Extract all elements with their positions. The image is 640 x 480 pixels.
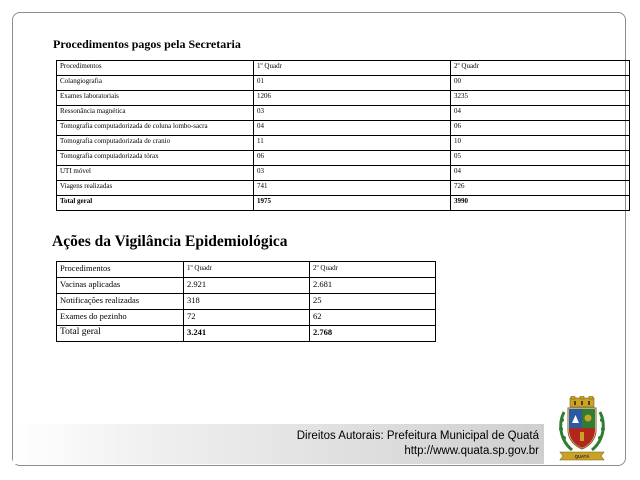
table-total-row (57, 326, 436, 342)
table-header-row (57, 61, 630, 76)
table-cell: Exames do pezinho (57, 310, 184, 326)
table-cell: 01 (254, 76, 451, 91)
table-row (57, 106, 630, 121)
table-cell: 05 (451, 151, 630, 166)
total-label: Total geral (57, 196, 254, 211)
table-cell: 04 (451, 166, 630, 181)
section-title-procedimentos: Procedimentos pagos pela Secretaria (53, 37, 241, 51)
table-cell: 11 (254, 136, 451, 151)
table-cell: 2.681 (310, 278, 436, 294)
table-cell: Exames laboratoriais (57, 91, 254, 106)
table-row (57, 76, 630, 91)
table-cell: 06 (254, 151, 451, 166)
crest-banner-text: QUATÁ (574, 454, 590, 460)
table-row (57, 181, 630, 196)
table-cell: 62 (310, 310, 436, 326)
table-cell: 741 (254, 181, 451, 196)
table-row (57, 166, 630, 181)
table-cell: 03 (254, 166, 451, 181)
table-row (57, 278, 436, 294)
table-row (57, 121, 630, 136)
table-cell: 25 (310, 294, 436, 310)
total-label: Total geral (57, 326, 184, 342)
table-row (57, 91, 630, 106)
table-cell: 03 (254, 106, 451, 121)
total-value: 3.241 (184, 326, 310, 342)
table-cell: 1206 (254, 91, 451, 106)
footer-copyright-line: Direitos Autorais: Prefeitura Municipal de Quatá (296, 430, 539, 442)
table-cell: 318 (184, 294, 310, 310)
table-cell: 00 (451, 76, 630, 91)
table-total-row (57, 196, 630, 211)
table-cell: 2.921 (184, 278, 310, 294)
header-cell: Procedimentos (57, 262, 184, 278)
municipal-coat-of-arms-icon (556, 396, 608, 462)
total-value: 1975 (254, 196, 451, 211)
header-cell: 1º Quadr (184, 262, 310, 278)
table-cell: 72 (184, 310, 310, 326)
table-cell: 10 (451, 136, 630, 151)
total-value: 3990 (451, 196, 630, 211)
table-row (57, 151, 630, 166)
table-cell: Notificações realizadas (57, 294, 184, 310)
table-cell: UTI móvel (57, 166, 254, 181)
table-cell: 3235 (451, 91, 630, 106)
total-value: 2.768 (310, 326, 436, 342)
table-cell: Ressonância magnética (57, 106, 254, 121)
table-cell: Vacinas aplicadas (57, 278, 184, 294)
section-title-vigilancia: Ações da Vigilância Epidemiológica (52, 233, 288, 250)
table-header-row (57, 262, 436, 278)
header-cell: Procedimentos (57, 61, 254, 76)
table-row (57, 310, 436, 326)
header-cell: 2º Quadr (451, 61, 630, 76)
table-cell: Colangiografia (57, 76, 254, 91)
table-row (57, 136, 630, 151)
footer-url[interactable]: http://www.quata.sp.gov.br (404, 445, 539, 457)
footer-copyright (297, 429, 539, 459)
table-cell: 06 (451, 121, 630, 136)
header-cell: 2º Quadr (310, 262, 436, 278)
vigilancia-table (56, 261, 436, 342)
table-cell: 04 (254, 121, 451, 136)
procedimentos-table (56, 60, 630, 211)
table-cell: 04 (451, 106, 630, 121)
header-cell: 1º Quadr (254, 61, 451, 76)
table-cell: Tomografia computadorizada de cranio (57, 136, 254, 151)
table-cell: 726 (451, 181, 630, 196)
table-cell: Tomografia computadorizada tórax (57, 151, 254, 166)
table-cell: Tomografia computadorizada de coluna lombo-sacra (57, 121, 254, 136)
table-cell: Viagens realizadas (57, 181, 254, 196)
table-row (57, 294, 436, 310)
